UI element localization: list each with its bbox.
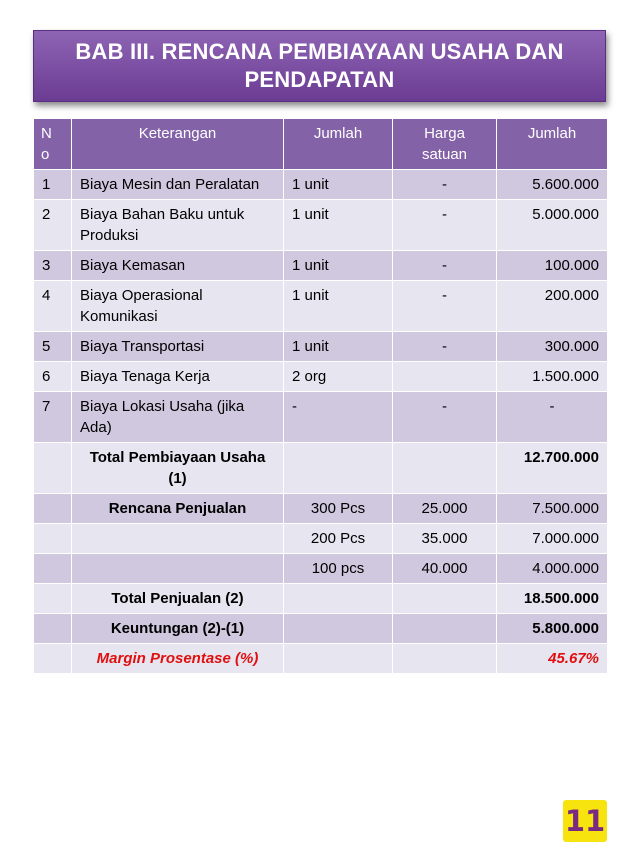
cell-harga: - <box>393 200 497 251</box>
cell-harga: - <box>393 251 497 281</box>
cell-keterangan: Biaya Mesin dan Peralatan <box>72 170 284 200</box>
cell-no <box>34 554 72 584</box>
cell-qty: 1 unit <box>284 281 393 332</box>
cell-keterangan: Rencana Penjualan <box>72 494 284 524</box>
table-row <box>34 362 608 392</box>
cell-harga: 25.000 <box>393 494 497 524</box>
cell-jumlah: 5.600.000 <box>497 170 608 200</box>
table-row-total-cost <box>34 443 608 494</box>
cell-no <box>34 443 72 494</box>
cell-qty: 200 Pcs <box>284 524 393 554</box>
cell-qty: 300 Pcs <box>284 494 393 524</box>
table-row <box>34 524 608 554</box>
header-harga-satuan: Harga satuan <box>393 119 497 170</box>
cell-keterangan: Biaya Kemasan <box>72 251 284 281</box>
table-row <box>34 332 608 362</box>
cell-harga: 35.000 <box>393 524 497 554</box>
cell-harga <box>393 362 497 392</box>
cell-no <box>34 524 72 554</box>
table-row <box>34 251 608 281</box>
cell-no: 7 <box>34 392 72 443</box>
cell-harga <box>393 614 497 644</box>
cell-qty: - <box>284 392 393 443</box>
cell-qty: 100 pcs <box>284 554 393 584</box>
table-row-total-sales <box>34 584 608 614</box>
cell-keterangan: Margin Prosentase (%) <box>72 644 284 674</box>
cell-qty <box>284 614 393 644</box>
cell-qty: 2 org <box>284 362 393 392</box>
cell-harga: - <box>393 170 497 200</box>
table-row-profit <box>34 614 608 644</box>
cell-no: 2 <box>34 200 72 251</box>
cell-harga: 40.000 <box>393 554 497 584</box>
cell-jumlah: 7.000.000 <box>497 524 608 554</box>
cell-jumlah: 1.500.000 <box>497 362 608 392</box>
cell-qty: 1 unit <box>284 251 393 281</box>
header-jumlah-total: Jumlah <box>497 119 608 170</box>
cell-keterangan: Total Penjualan (2) <box>72 584 284 614</box>
cell-jumlah: 5.800.000 <box>497 614 608 644</box>
cell-keterangan: Keuntungan (2)-(1) <box>72 614 284 644</box>
cell-no <box>34 494 72 524</box>
header-keterangan: Keterangan <box>72 119 284 170</box>
cell-harga: - <box>393 281 497 332</box>
cell-jumlah: 4.000.000 <box>497 554 608 584</box>
page-title: BAB III. RENCANA PEMBIAYAAN USAHA DAN PENDAPATAN <box>33 30 606 102</box>
cell-no: 5 <box>34 332 72 362</box>
cell-jumlah: - <box>497 392 608 443</box>
cell-harga <box>393 584 497 614</box>
cell-keterangan <box>72 524 284 554</box>
cell-jumlah: 100.000 <box>497 251 608 281</box>
cell-jumlah: 300.000 <box>497 332 608 362</box>
cell-qty <box>284 443 393 494</box>
cell-jumlah: 7.500.000 <box>497 494 608 524</box>
cell-keterangan <box>72 554 284 584</box>
cell-qty: 1 unit <box>284 332 393 362</box>
cell-qty: 1 unit <box>284 170 393 200</box>
header-jumlah-qty: Jumlah <box>284 119 393 170</box>
cell-no <box>34 584 72 614</box>
table-row <box>34 392 608 443</box>
cell-harga: - <box>393 392 497 443</box>
table-row-margin <box>34 644 608 674</box>
cell-keterangan: Biaya Bahan Baku untuk Produksi <box>72 200 284 251</box>
table-row <box>34 200 608 251</box>
cell-no: 4 <box>34 281 72 332</box>
cell-qty: 1 unit <box>284 200 393 251</box>
table-row <box>34 170 608 200</box>
table-row-sales-plan <box>34 494 608 524</box>
cell-qty <box>284 644 393 674</box>
cell-keterangan: Biaya Tenaga Kerja <box>72 362 284 392</box>
cell-keterangan: Biaya Lokasi Usaha (jika Ada) <box>72 392 284 443</box>
cell-jumlah: 45.67% <box>497 644 608 674</box>
cell-jumlah: 200.000 <box>497 281 608 332</box>
header-no: N o <box>34 119 72 170</box>
table-row <box>34 554 608 584</box>
cell-harga: - <box>393 332 497 362</box>
cell-keterangan: Biaya Operasional Komunikasi <box>72 281 284 332</box>
cell-no: 1 <box>34 170 72 200</box>
cell-keterangan: Total Pembiayaan Usaha (1) <box>72 443 284 494</box>
cell-no <box>34 614 72 644</box>
cell-jumlah: 5.000.000 <box>497 200 608 251</box>
cell-jumlah: 12.700.000 <box>497 443 608 494</box>
table-row <box>34 281 608 332</box>
page-number-badge: 11 <box>563 800 607 842</box>
cell-no: 3 <box>34 251 72 281</box>
cell-jumlah: 18.500.000 <box>497 584 608 614</box>
cell-harga <box>393 443 497 494</box>
cell-qty <box>284 584 393 614</box>
cell-no <box>34 644 72 674</box>
financing-table <box>33 118 608 674</box>
cell-keterangan: Biaya Transportasi <box>72 332 284 362</box>
cell-no: 6 <box>34 362 72 392</box>
table-header-row <box>34 119 608 170</box>
cell-harga <box>393 644 497 674</box>
